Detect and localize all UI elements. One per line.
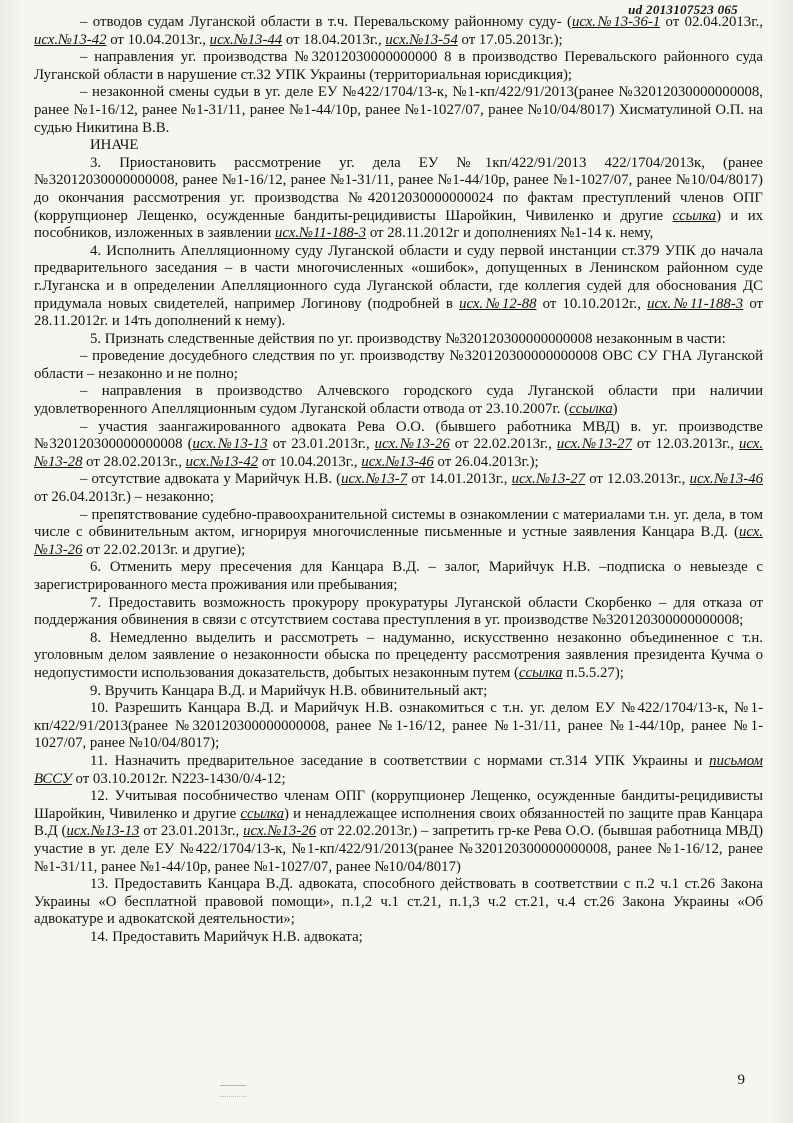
stamp-text: ud 2013107523 065 — [628, 2, 738, 17]
paragraph-text: ) и ненадлежащее исполнения своих обязанностей по защите прав Канцара В.Д ( — [34, 805, 763, 840]
paragraph-text: 14. Предоставить Марийчук Н.В. адвоката; — [90, 928, 363, 945]
reference-link[interactable]: исх.№13-46 — [689, 471, 764, 488]
document-paragraph — [34, 14, 763, 49]
document-paragraph — [34, 700, 763, 753]
reference-link[interactable]: исх.№13-46 — [361, 453, 434, 470]
reference-link[interactable]: ссылка — [569, 401, 613, 418]
paragraph-text: 6. Отменить меру пресечения для Канцара В.Д. – залог, Марийчук Н.В. –подписка о невыезде с зарегистрированного места проживания или пребывания; — [34, 559, 763, 593]
document-paragraph — [34, 929, 763, 947]
paragraph-text: 11. Назначить предварительное заседание в соответствии с нормами ст.314 УПК Украины и — [90, 752, 710, 769]
paragraph-text: от 10.04.2013г., — [258, 453, 362, 470]
reference-link[interactable]: исх.№12-88 — [459, 295, 537, 312]
reference-link[interactable]: исх.№13-27 — [511, 471, 586, 488]
reference-link[interactable]: исх.№13-26 — [34, 524, 763, 558]
document-paragraph — [34, 331, 763, 349]
paragraph-text: от 14.01.2013г., — [407, 471, 512, 488]
paragraph-text: 8. Немедленно выделить и рассмотреть – надуманно, искусственно незаконно объединенное с т.н. уголовным делом заявление о незаконности обыска по прецеденту рассмотрения заявления президента Кучма о недопустимости использования доказательств, добытых незаконным путем ( — [34, 629, 763, 681]
paragraph-text: – отводов судам Луганской области в т.ч. Перевальскому районному суду- ( — [80, 14, 572, 30]
paragraph-text: 4. Исполнить Апелляционному суду Луганской области и суду первой инстанции ст.379 УПК до начала предварительного заседания – в части многочисленных «ошибок», допущенных в Ленинском районном суде г.Луганска и в определении Апелляционного суда Луганской области, где коллегия судей для обоснования ДС придумала новых свидетелей, например Логинову (подробней в — [34, 242, 763, 312]
paragraph-text: – проведение досудебного следствия по уг. производству №320120300000000008 ОВС СУ ГНА Луганской области – незаконно и не полно; — [34, 348, 763, 382]
paragraph-text: от 03.10.2012г. N223-1430/0/4-12; — [71, 770, 286, 787]
paragraph-text: 5. Признать следственные действия по уг. производству №320120300000000008 незаконным в части: — [90, 330, 726, 347]
reference-link[interactable]: исх.№13-27 — [556, 436, 632, 453]
paragraph-text: от 17.05.2013г.); — [457, 31, 563, 48]
reference-link[interactable]: исх.№13-26 — [374, 436, 450, 453]
reference-link[interactable]: исх.№13-7 — [341, 471, 408, 488]
reference-link[interactable]: исх.№13-28 — [34, 436, 764, 470]
document-paragraph — [34, 683, 763, 701]
paragraph-text: от 22.02.2013г. и другие); — [82, 541, 246, 558]
paragraph-text: от 28.11.2012г и дополнениях №1-14 к. нему, — [366, 225, 654, 242]
paragraph-text: 3. Приостановить рассмотрение уг. дела ЕУ №1кп/422/91/2013 422/1704/2013к, (ранее №32012030000000008, ранее №1-16/12, ранее №1-31/11, ранее №1-44/10р, ранее №1-1027/07, ранее №10/04/8017) до окончания рассмотрения уг. производства №42012030000000024 по фактам преступлений членов ОПГ (коррупционер Лещенко, осужденные бандиты-рецидивисты Шаройкин, Чивиленко и другие — [34, 154, 763, 224]
paragraph-text: от 23.01.2013г., — [139, 823, 244, 840]
paragraph-text: 13. Предоставить Канцара В.Д. адвоката, способного действовать в соответствии с п.2 ч.1 ст.26 Закона Украины «О бесплатной правовой помощи», п.1,2 ч.1 ст.21, п.1,3 ч.2 ст.21, ч.4 ст.26 Закона Украины «Об адвокатуре и адвокатской деятельности»; — [34, 876, 763, 928]
document-paragraph — [34, 49, 763, 84]
document-body — [34, 14, 763, 946]
paragraph-text: 9. Вручить Канцара В.Д. и Марийчук Н.В. обвинительный акт; — [90, 682, 488, 699]
document-paragraph — [34, 595, 763, 630]
reference-link[interactable]: исх.№13-36-1 — [571, 14, 661, 30]
paragraph-text: 10. Разрешить Канцара В.Д. и Марийчук Н.В. ознакомиться с т.н. уг. делом ЕУ №422/1704/13-к, №1-кп/422/91/2013(ранее №320120300000000008, ранее №1-16/12, ранее №1-31/11, ранее №1-44/10р, ранее №1-1027/07, ранее №10/04/8017); — [34, 700, 763, 752]
reference-link[interactable]: исх.№13-42 — [185, 453, 259, 470]
paragraph-text: ИНАЧЕ — [90, 137, 139, 154]
paragraph-text: от 10.10.2012г., — [536, 295, 648, 312]
document-paragraph — [34, 155, 763, 243]
paragraph-text: п.5.5.27); — [562, 664, 624, 681]
document-paragraph — [34, 507, 763, 560]
paragraph-text: ) — [612, 401, 618, 418]
paragraph-text: – незаконной смены судьи в уг. деле ЕУ №422/1704/13-к, №1-кп/422/91/2013(ранее №32012030000000008, ранее №1-16/12, ранее №1-31/11, ранее №1-44/10р, ранее №1-1027/07, ранее №10/04/8017) Хисматулиной О.П. на судью Никитина В.В. — [34, 84, 763, 136]
paragraph-text: от 12.03.2013г., — [585, 471, 690, 488]
page-number: 9 — [737, 1072, 745, 1088]
paragraph-text: ) и их пособников, изложенных в заявлении — [34, 207, 764, 242]
document-paragraph — [34, 84, 763, 137]
paragraph-text: – отсутствие адвоката у Марийчук Н.В. ( — [80, 471, 342, 488]
paragraph-text: от 22.02.2013г.) – запретить гр-ке Рева О.О. (бывшая работница МВД) участие в уг. деле ЕУ №422/1704/13-к, №1-кп/422/91/2013(ранее №320120300000000008, ранее №1-16/12, ранее №1-31/11, ранее №1-44/10р, ранее №1-1027/07, ранее №10/04/8017) — [34, 823, 764, 875]
document-paragraph — [34, 788, 763, 876]
reference-link[interactable]: ссылка — [240, 805, 284, 822]
reference-link[interactable]: исх.№11-188-3 — [647, 295, 744, 312]
reference-link[interactable]: исх.№13-26 — [243, 823, 317, 840]
paragraph-text: от 26.04.2013г.) – незаконно; — [34, 489, 215, 506]
paragraph-text: – препятствование судебно-правоохранительной системы в ознакомлении с материалами т.н. уг. дела, в том числе с обвинительным актом, игнорируя многочисленные письменные и устные заявления Канцара В.Д. ( — [34, 506, 763, 541]
paragraph-text: от 12.03.2013г., — [631, 436, 739, 453]
paragraph-text: от 26.04.2013г.); — [433, 453, 539, 470]
document-paragraph — [34, 471, 763, 506]
paragraph-text: – направления в производство Алчевского городского суда Луганской области при наличии удовлетворенного Апелляционным судом Луганской области отвода от 23.10.2007г. ( — [34, 383, 763, 418]
document-paragraph — [34, 383, 763, 418]
reference-link[interactable]: исх.№13-13 — [66, 823, 140, 840]
document-paragraph — [34, 137, 763, 155]
reference-link[interactable]: письмом ВССУ — [34, 752, 763, 787]
paragraph-text: 7. Предоставить возможность прокурору прокуратуры Луганской области Скорбенко – для отказа от поддержания обвинения в связи с отсутствием состава преступления в уг. производстве №320120300000000008; — [34, 594, 763, 629]
reference-link[interactable]: исх.№13-54 — [385, 31, 458, 48]
document-paragraph — [34, 753, 763, 788]
paragraph-text: – направления уг. производства №32012030000000000 8 в производство Перевальского районного суда Луганской области в нарушение ст.32 УПК Украины (территориальная юрисдикция); — [34, 49, 763, 83]
document-paragraph — [34, 630, 763, 683]
paragraph-text: от 28.11.2012г. и 14ть дополнений к нему). — [34, 295, 763, 330]
document-paragraph — [34, 419, 763, 472]
scan-mark — [220, 1085, 246, 1097]
document-paragraph — [34, 559, 763, 594]
document-paragraph — [34, 348, 763, 383]
paragraph-text: от 28.02.2013г., — [82, 453, 186, 470]
paragraph-text: от 18.04.2013г., — [282, 31, 386, 48]
reference-link[interactable]: исх.№13-13 — [192, 436, 268, 453]
paragraph-text: от 10.04.2013г., — [106, 31, 210, 48]
document-paragraph — [34, 243, 763, 331]
paragraph-text: от 02.04.2013г., — [660, 14, 764, 30]
paragraph-text: от 23.01.2013г., — [267, 436, 375, 453]
paragraph-text: – участия заангажированного адвоката Рева О.О. (бывшего работника МВД) в. уг. производстве №320120300000000008 ( — [34, 418, 763, 453]
reference-link[interactable]: исх.№13-44 — [209, 31, 283, 48]
reference-link[interactable]: исх.№13-42 — [34, 31, 107, 48]
paragraph-text: 12. Учитывая пособничество членам ОПГ (коррупционер Лещенко, осужденные бандиты-рецидивисты Шаройкин, Чивиленко и другие — [34, 788, 763, 822]
archive-stamp — [628, 2, 738, 18]
reference-link[interactable]: ссылка — [518, 664, 563, 681]
paragraph-text: от 22.02.2013г., — [449, 436, 557, 453]
document-paragraph — [34, 876, 763, 929]
reference-link[interactable]: ссылка — [672, 207, 717, 224]
reference-link[interactable]: исх.№11-188-3 — [275, 225, 367, 242]
